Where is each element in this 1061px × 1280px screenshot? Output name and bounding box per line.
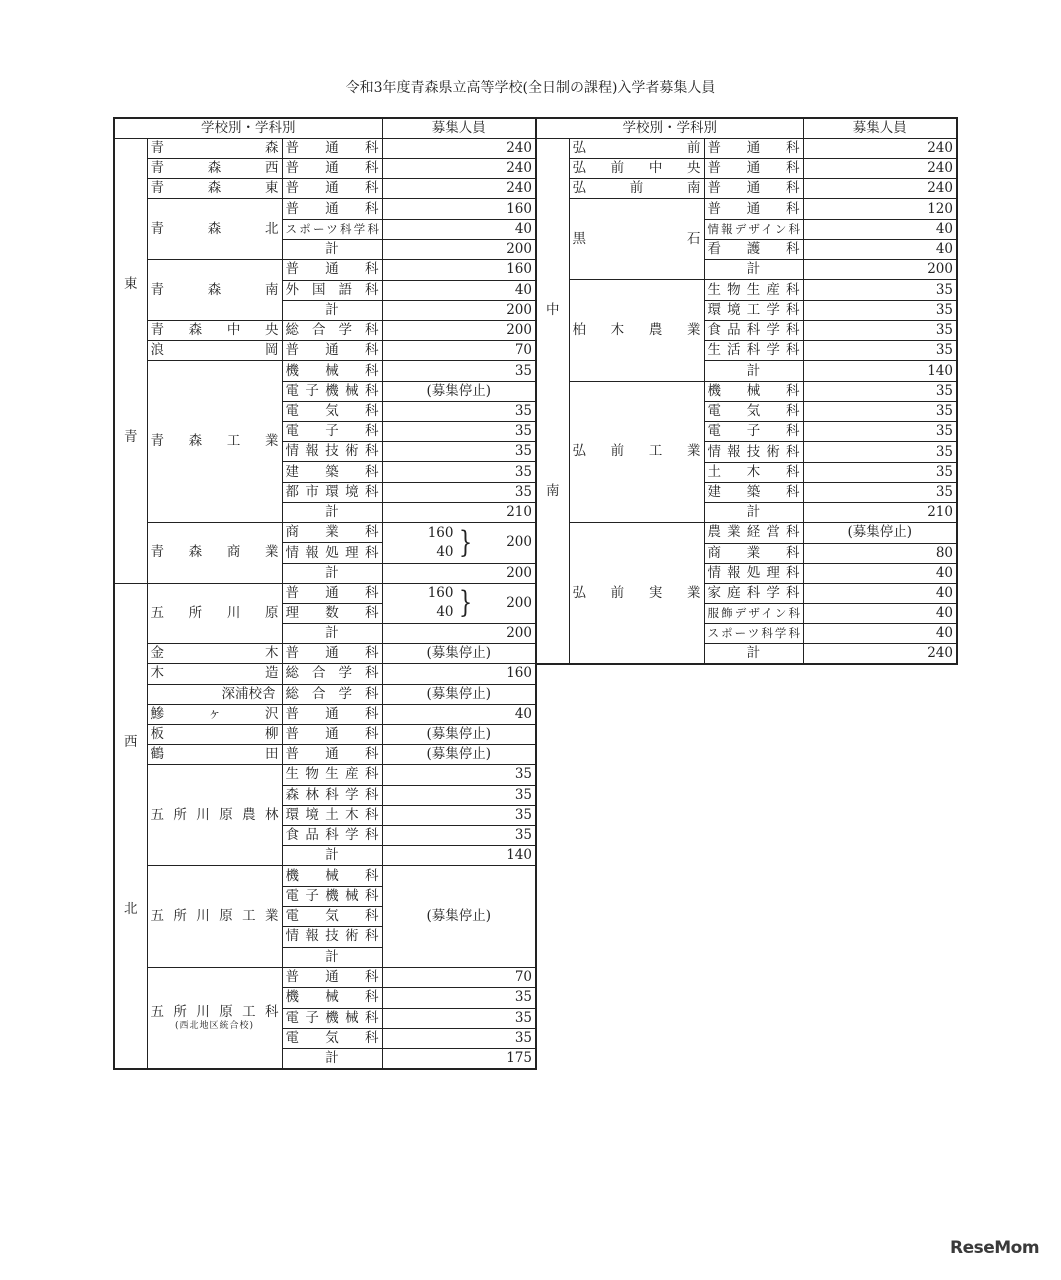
capacity-value: 35 (382, 1008, 536, 1028)
capacity-value: 35 (382, 765, 536, 786)
enrollment-table-right (535, 117, 958, 665)
capacity-value: 200 (803, 260, 957, 280)
region-char: 北 (124, 900, 138, 917)
capacity-value: 240 (803, 139, 957, 159)
capacity-value: 40 (803, 240, 957, 260)
department-name: 都市環境科 (282, 482, 382, 502)
region-char: 青 (124, 429, 138, 446)
school-name: 板柳 (150, 725, 279, 742)
department-name: 普通科 (704, 199, 803, 220)
table-row (114, 159, 536, 179)
department-name: 情報処理科 (282, 543, 382, 563)
school-name-cell (147, 765, 282, 866)
department-name: 普通科 (282, 744, 382, 764)
capacity-value: 40 (436, 604, 454, 621)
department-name: 普通科 (282, 341, 382, 361)
department-name: 環境土木科 (282, 805, 382, 825)
right-brace-icon: } (458, 585, 472, 621)
enrollment-table-left (113, 117, 537, 1070)
department-name: 電子科 (282, 422, 382, 442)
table-row (536, 280, 957, 301)
capacity-value: 40 (803, 220, 957, 240)
capacity-value: 210 (382, 502, 536, 522)
capacity-value: 40 (382, 280, 536, 300)
table-row (536, 159, 957, 179)
bracket-group (386, 584, 533, 622)
school-name: 青森 (150, 140, 279, 157)
table-row (114, 704, 536, 724)
table-row (114, 139, 536, 159)
department-name: 情報技術科 (704, 442, 803, 462)
capacity-cell-bracketed (382, 522, 536, 563)
school-name-cell (147, 644, 282, 664)
department-name: 計 (282, 240, 382, 260)
school-name-cell (147, 139, 282, 159)
department-name: 家庭科学科 (704, 583, 803, 603)
department-name: 農業経営科 (704, 523, 803, 544)
header-school-dept: 学校別・学科別 (114, 118, 382, 139)
department-name: 理数科 (282, 603, 382, 623)
capacity-value: 200 (382, 563, 536, 583)
department-name: 計 (704, 644, 803, 665)
table-row (114, 361, 536, 381)
school-name-cell (147, 866, 282, 967)
school-name: 青森西 (150, 160, 279, 177)
table-row (536, 139, 957, 159)
school-name: 柏木農業 (572, 322, 701, 339)
department-name: 計 (282, 502, 382, 522)
capacity-value: 120 (803, 199, 957, 220)
capacity-value: 35 (382, 785, 536, 805)
header-capacity: 募集人員 (803, 118, 957, 139)
department-name: 生物生産科 (704, 280, 803, 301)
bracket-group (386, 524, 533, 562)
capacity-cell: (募集停止) (382, 866, 536, 967)
department-name: 情報技術科 (282, 927, 382, 947)
capacity-value: (募集停止) (382, 381, 536, 401)
department-name: スポーツ科学科 (704, 624, 803, 644)
capacity-value: 160 (427, 585, 454, 602)
department-name: 普通科 (282, 704, 382, 724)
school-note: (西北地区統合校) (174, 1020, 255, 1031)
school-name-cell (147, 179, 282, 199)
table-row (114, 684, 536, 704)
capacity-value: 35 (803, 280, 957, 301)
capacity-cell-bracketed (382, 583, 536, 623)
school-name-cell (147, 684, 282, 704)
department-name: 普通科 (282, 644, 382, 664)
capacity-value: 40 (803, 583, 957, 603)
department-name: 機械科 (282, 866, 382, 887)
school-name-cell (147, 704, 282, 724)
school-name-cell (147, 664, 282, 684)
department-name: 情報デザイン科 (704, 220, 803, 240)
table-row (114, 644, 536, 664)
school-name: 金木 (150, 645, 279, 662)
school-name: 浪岡 (150, 342, 279, 359)
department-name: 情報処理科 (704, 563, 803, 583)
school-name: 深浦校舎 (221, 685, 276, 702)
capacity-value: 200 (382, 300, 536, 320)
department-name: 普通科 (704, 179, 803, 199)
department-name: 電気科 (282, 907, 382, 927)
school-name: 五所川原工業 (150, 908, 279, 925)
capacity-value: 35 (803, 301, 957, 321)
department-name: 電子科 (704, 422, 803, 442)
bracket-total: 200 (506, 594, 532, 611)
capacity-value: (募集停止) (382, 684, 536, 704)
department-name: 電気科 (704, 402, 803, 422)
capacity-value: 35 (382, 442, 536, 462)
school-name: 鰺ヶ沢 (150, 705, 279, 722)
table-row (114, 664, 536, 684)
department-name: 外国語科 (282, 280, 382, 300)
department-name: 生活科学科 (704, 341, 803, 361)
school-name: 弘前中央 (572, 160, 701, 177)
department-name: 普通科 (704, 139, 803, 159)
school-name: 五所川原工科 (150, 1003, 279, 1020)
region-char: 東 (124, 275, 138, 292)
capacity-value: (募集停止) (803, 523, 957, 544)
department-name: 普通科 (282, 199, 382, 219)
school-name-cell (147, 321, 282, 341)
department-name: 電子機械科 (282, 1008, 382, 1028)
department-name: 環境工学科 (704, 301, 803, 321)
department-name: 建築科 (704, 482, 803, 502)
table-row (536, 199, 957, 220)
capacity-value: 35 (382, 401, 536, 421)
table-row (114, 260, 536, 280)
capacity-value: 40 (382, 219, 536, 239)
capacity-value: 70 (382, 967, 536, 988)
capacity-value: 35 (803, 462, 957, 482)
table-row (114, 765, 536, 786)
capacity-value: 240 (382, 159, 536, 179)
capacity-value: 175 (382, 1048, 536, 1069)
region-label (115, 140, 147, 582)
school-name-cell (569, 179, 704, 199)
region-cell (114, 139, 147, 584)
capacity-value: 140 (803, 361, 957, 381)
resemom-logo: ReseMom (950, 1238, 1040, 1258)
school-name: 鶴田 (150, 746, 279, 763)
bracket-total: 200 (506, 534, 532, 551)
school-name-cell (569, 139, 704, 159)
table-row (114, 967, 536, 988)
school-name: 青森北 (150, 220, 279, 237)
table-row (536, 179, 957, 199)
region-char: 南 (546, 482, 560, 499)
capacity-value: 35 (382, 422, 536, 442)
capacity-value: 35 (803, 321, 957, 341)
table-row (114, 179, 536, 199)
department-name: 計 (282, 563, 382, 583)
table-row (114, 341, 536, 361)
department-name: 電気科 (282, 1028, 382, 1048)
capacity-value: 35 (382, 361, 536, 381)
department-name: 土木科 (704, 462, 803, 482)
bracket-values (386, 584, 454, 622)
school-name: 青森南 (150, 281, 279, 298)
bracket-values (386, 524, 454, 562)
capacity-value: 40 (803, 563, 957, 583)
department-name: 総合学科 (282, 321, 382, 341)
capacity-value: 80 (803, 543, 957, 563)
table-row (114, 199, 536, 219)
department-name: 計 (704, 260, 803, 280)
department-name: 普通科 (282, 179, 382, 199)
header-capacity: 募集人員 (382, 118, 536, 139)
department-name: 商業科 (282, 522, 382, 543)
school-name-cell (147, 744, 282, 764)
table-row (114, 744, 536, 764)
capacity-value: 140 (382, 846, 536, 866)
header-school-dept: 学校別・学科別 (536, 118, 803, 139)
region-char: 中 (546, 302, 560, 319)
school-name: 五所川原農林 (150, 806, 279, 823)
school-name-cell (569, 280, 704, 381)
department-name: 機械科 (282, 361, 382, 381)
school-name: 青森中央 (150, 322, 279, 339)
school-name-cell (569, 381, 704, 522)
school-name: 弘前南 (572, 180, 701, 197)
department-name: 情報技術科 (282, 442, 382, 462)
school-name-cell (569, 199, 704, 280)
capacity-value: (募集停止) (382, 724, 536, 744)
school-name-cell (147, 159, 282, 179)
table-row (114, 866, 536, 887)
department-name: 食品科学科 (282, 826, 382, 846)
table-row (536, 381, 957, 402)
region-label (115, 585, 147, 1067)
school-name: 弘前工業 (572, 443, 701, 460)
school-name-cell (569, 159, 704, 179)
department-name: 建築科 (282, 462, 382, 482)
department-name: 電子機械科 (282, 381, 382, 401)
capacity-value: 240 (382, 179, 536, 199)
department-name: 総合学科 (282, 684, 382, 704)
capacity-value: 240 (803, 644, 957, 665)
department-name: 森林科学科 (282, 785, 382, 805)
department-name: 計 (282, 947, 382, 967)
capacity-value: 70 (382, 341, 536, 361)
region-label (537, 140, 569, 662)
capacity-value: 200 (382, 624, 536, 644)
capacity-value: 35 (382, 826, 536, 846)
region-char: 西 (124, 733, 138, 750)
capacity-value: 160 (382, 260, 536, 280)
department-name: 電子機械科 (282, 887, 382, 907)
school-name-cell (147, 583, 282, 643)
department-name: スポーツ科学科 (282, 219, 382, 239)
capacity-value: 35 (382, 988, 536, 1008)
department-name: 機械科 (704, 381, 803, 402)
department-name: 普通科 (282, 139, 382, 159)
document-title: 令和3年度青森県立高等学校(全日制の課程)入学者募集人員 (345, 80, 716, 96)
capacity-value: 200 (382, 240, 536, 260)
department-name: 食品科学科 (704, 321, 803, 341)
department-name: 計 (704, 361, 803, 381)
department-name: 看護科 (704, 240, 803, 260)
school-name-cell (147, 260, 282, 321)
department-name: 計 (282, 624, 382, 644)
school-name-cell (147, 724, 282, 744)
school-name: 弘前実業 (572, 584, 701, 601)
capacity-value: 200 (382, 321, 536, 341)
school-name: 黒石 (572, 230, 701, 247)
table-row (114, 583, 536, 603)
school-name: 木造 (150, 665, 279, 682)
capacity-value: 160 (382, 199, 536, 219)
table-row (114, 321, 536, 341)
capacity-value: 40 (382, 704, 536, 724)
department-name: 普通科 (704, 159, 803, 179)
department-name: 普通科 (282, 724, 382, 744)
department-name: 計 (282, 1048, 382, 1069)
department-name: 普通科 (282, 583, 382, 603)
department-name: 服飾デザイン科 (704, 604, 803, 624)
department-name: 機械科 (282, 988, 382, 1008)
capacity-value: (募集停止) (382, 744, 536, 764)
table-row (114, 724, 536, 744)
department-name: 計 (704, 502, 803, 522)
capacity-value: 40 (803, 604, 957, 624)
capacity-value: 35 (803, 422, 957, 442)
capacity-value: 35 (382, 805, 536, 825)
school-name: 青森東 (150, 180, 279, 197)
school-name: 弘前 (572, 140, 701, 157)
capacity-value: 35 (803, 341, 957, 361)
capacity-value: 210 (803, 502, 957, 522)
school-name-cell (147, 967, 282, 1069)
capacity-value: 160 (427, 524, 454, 541)
school-name-cell (147, 522, 282, 583)
table-row (114, 522, 536, 543)
school-name-cell (569, 523, 704, 665)
region-cell (536, 139, 569, 665)
department-name: 普通科 (282, 967, 382, 988)
school-name-cell (147, 361, 282, 523)
capacity-value: 240 (803, 159, 957, 179)
capacity-value: 35 (803, 402, 957, 422)
capacity-value: 35 (382, 1028, 536, 1048)
school-name-cell (147, 341, 282, 361)
right-brace-icon: } (458, 524, 472, 560)
capacity-value: 240 (382, 139, 536, 159)
department-name: 普通科 (282, 159, 382, 179)
department-name: 計 (282, 846, 382, 866)
department-name: 計 (282, 300, 382, 320)
capacity-value: 40 (436, 543, 454, 560)
capacity-value: 35 (803, 482, 957, 502)
capacity-value: 35 (382, 462, 536, 482)
department-name: 総合学科 (282, 664, 382, 684)
school-name-cell (147, 199, 282, 260)
capacity-value: 240 (803, 179, 957, 199)
capacity-value: 35 (803, 442, 957, 462)
department-name: 生物生産科 (282, 765, 382, 786)
capacity-value: 160 (382, 664, 536, 684)
department-name: 普通科 (282, 260, 382, 280)
school-name: 五所川原 (150, 604, 279, 621)
table-row (536, 523, 957, 544)
region-cell (114, 583, 147, 1069)
capacity-value: 40 (803, 624, 957, 644)
capacity-value: 35 (803, 381, 957, 402)
school-name: 青森商業 (150, 544, 279, 561)
school-name: 青森工業 (150, 433, 279, 450)
department-name: 商業科 (704, 543, 803, 563)
department-name: 電気科 (282, 401, 382, 421)
capacity-value: (募集停止) (382, 644, 536, 664)
capacity-value: 35 (382, 482, 536, 502)
